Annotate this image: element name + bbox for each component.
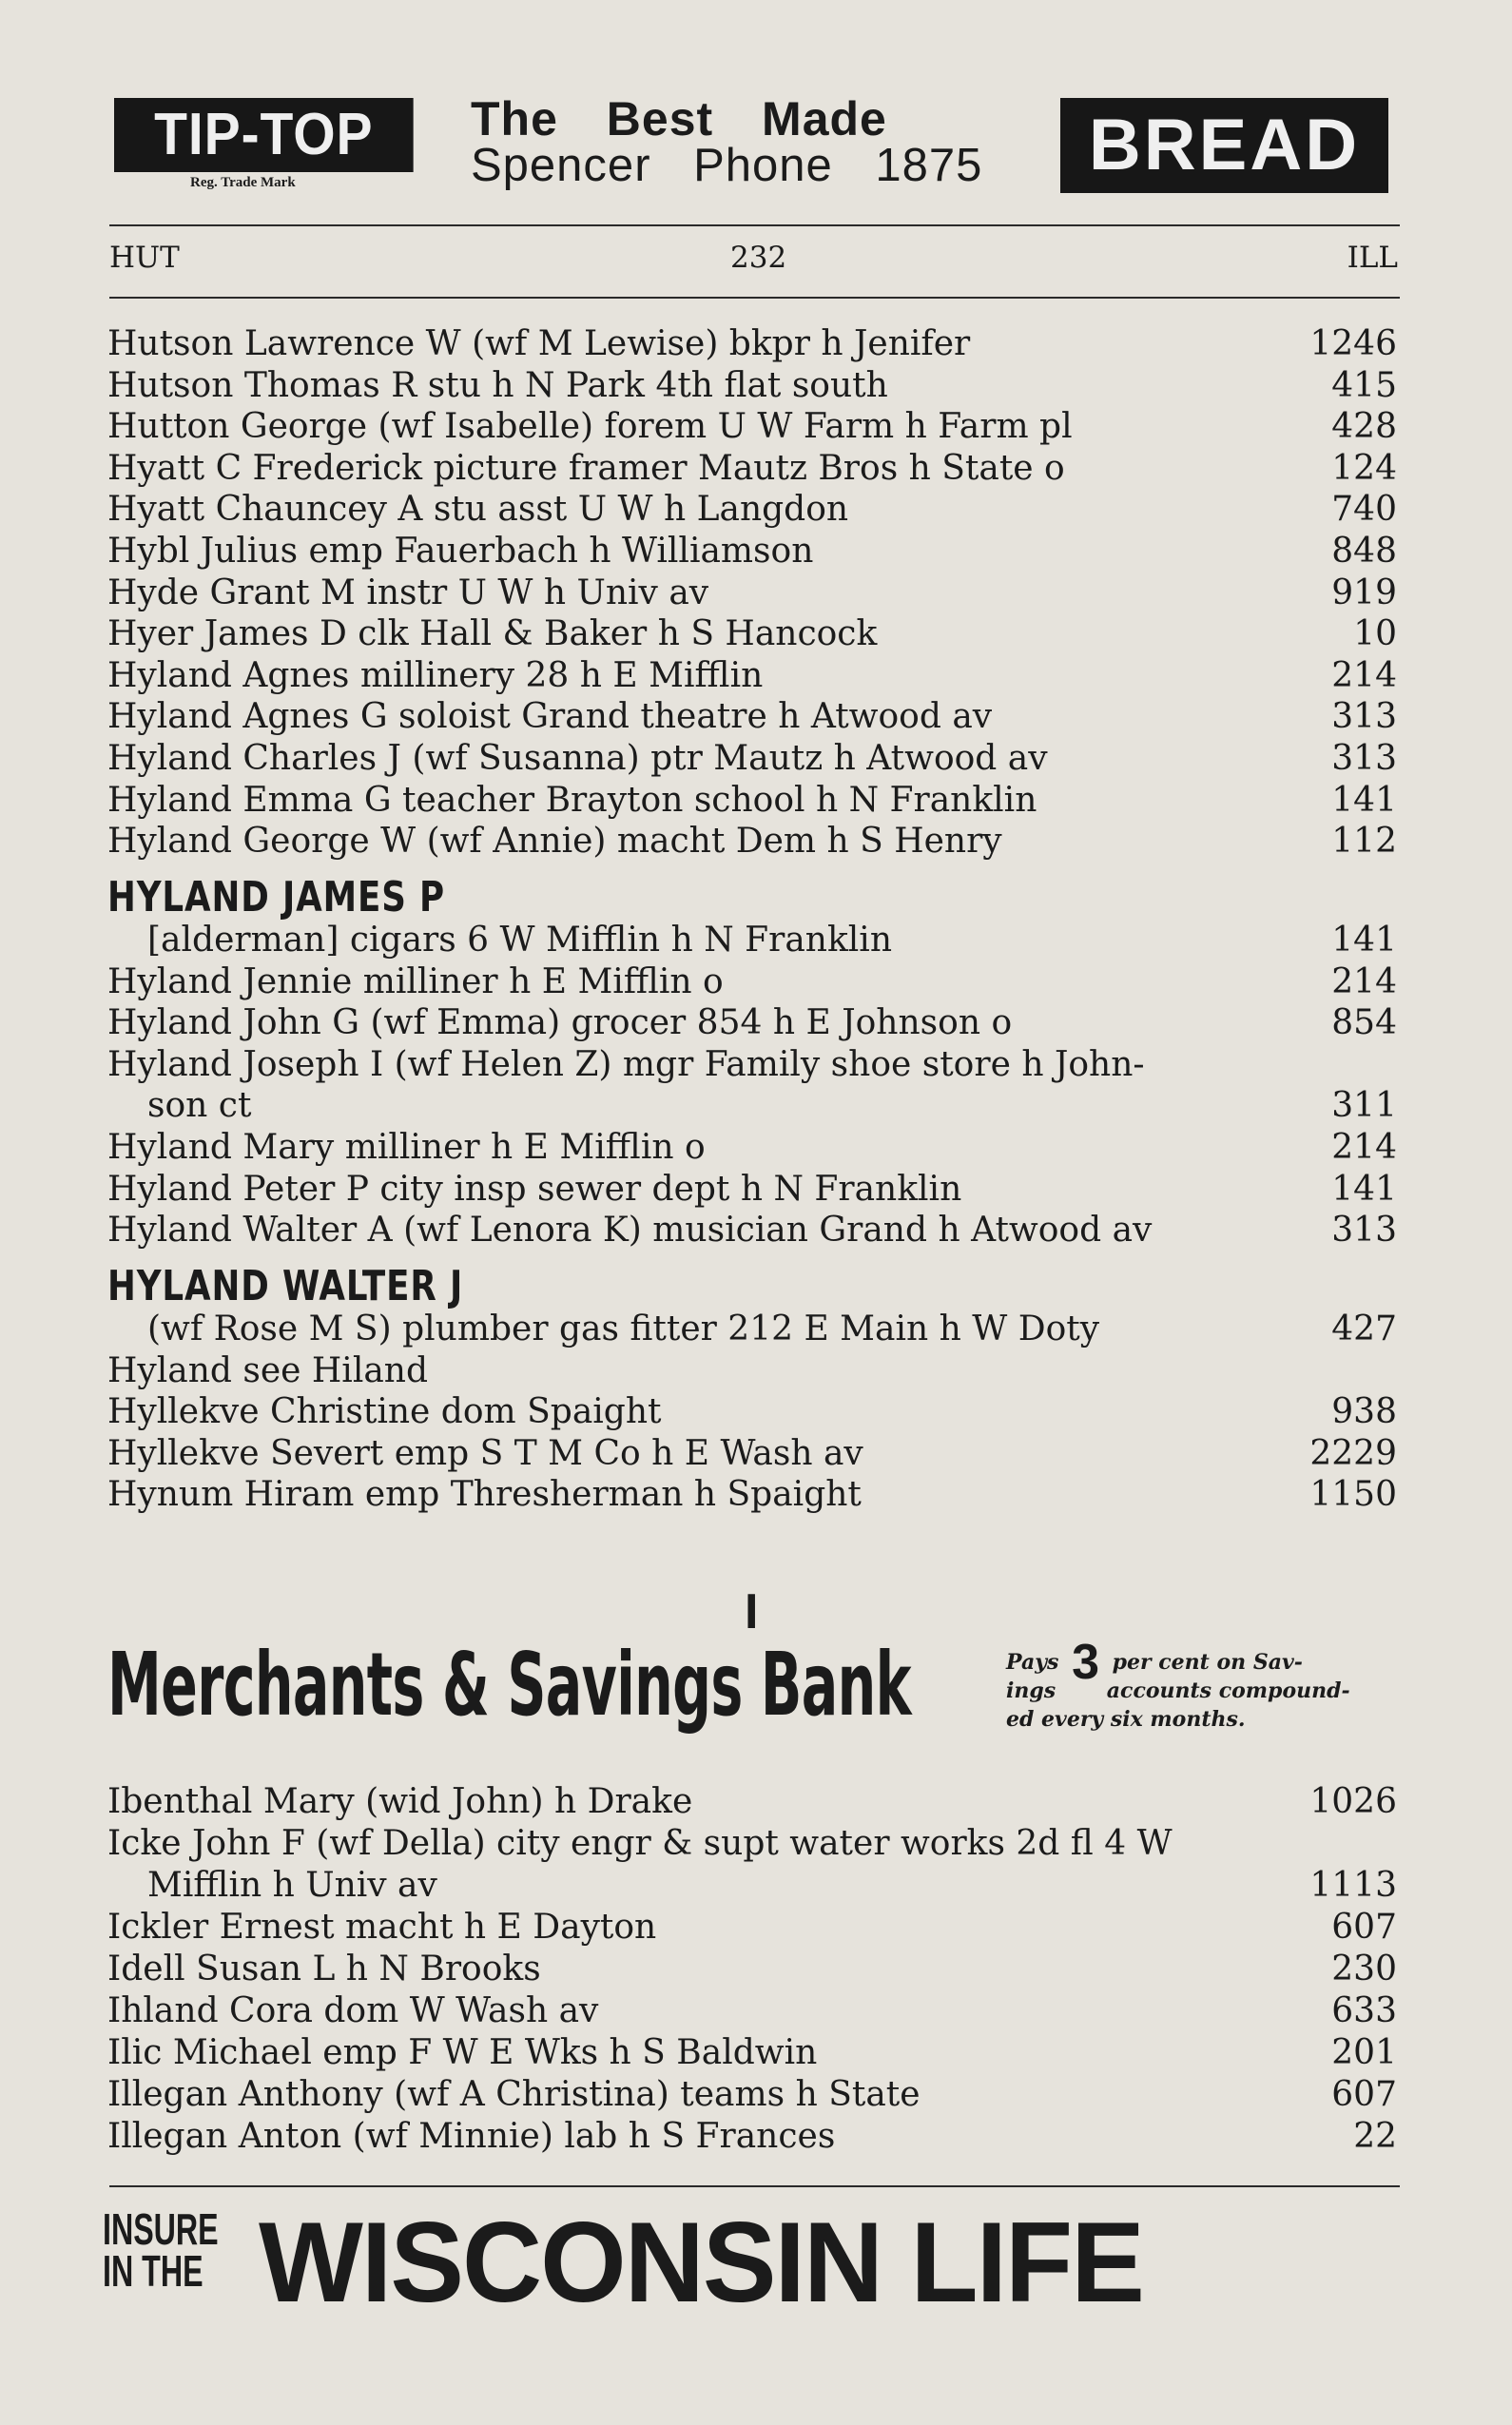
entry-phone: 141 [1331,1169,1397,1209]
entry-text: Hyatt C Frederick picture framer Mautz Bros h State o [107,448,1065,488]
entry-phone: 214 [1331,1128,1397,1167]
entry-text: Hyer James D clk Hall & Baker h S Hancock [107,614,878,654]
bold-heading-walter: HYLAND WALTER J [107,1262,464,1310]
entry-phone: 10 [1353,614,1397,654]
entry-phone: 22 [1353,2117,1397,2156]
footer-rule [109,2185,1400,2187]
entry-text: Hynum Hiram emp Thresherman h Spaight [107,1475,862,1515]
directory-entry [107,323,1397,365]
running-head-right: ILL [1347,241,1398,275]
page-number: 232 [730,241,787,275]
directory-entry [107,489,1397,531]
entry-text: Hyland Mary milliner h E Mifflin o [107,1128,706,1167]
bread-logo: BREAD [1060,98,1388,193]
directory-entry [107,1169,1397,1211]
entry-text: Ihland Cora dom W Wash av [107,1991,599,2030]
entry-text: Hyland Agnes millinery 28 h E Mifflin [107,655,764,695]
directory-entry [107,1127,1397,1169]
bank-ad-terms [1006,1635,1401,1734]
directory-entry [107,2116,1397,2158]
header-rule-top [109,224,1400,226]
directory-entry [107,365,1397,407]
entry-text: Hyland Jennie milliner h E Mifflin o [107,961,724,1001]
wisconsin-life-logo: WISCONSIN LIFE [259,2199,1143,2326]
directory-entry [107,821,1397,863]
entry-text: Ilic Michael emp F W E Wks h S Baldwin [107,2033,818,2072]
directory-entry [107,1907,1397,1949]
entry-phone: 919 [1331,572,1397,612]
entry-phone: 1113 [1309,1866,1397,1905]
entry-text: Hutson Lawrence W (wf M Lewise) bkpr h Jenifer [107,324,971,363]
entry-phone: 313 [1331,697,1397,737]
bank-ad-name: Merchants & Savings Bank [107,1634,911,1736]
directory-entry [107,655,1397,697]
pays-line-1: per cent on Sav- [1112,1650,1303,1675]
directory-entry [107,920,1397,961]
entry-text: Illegan Anthony (wf A Christina) teams h State [107,2075,921,2114]
directory-entry [107,448,1397,490]
directory-entry [107,1350,1397,1392]
entry-phone: 633 [1331,1991,1397,2030]
entry-text: Hyland Agnes G soloist Grand theatre h Atwood av [107,697,993,737]
entry-phone: 1026 [1309,1782,1397,1821]
entry-phone: 141 [1331,921,1397,960]
directory-entry [107,961,1397,1003]
entry-text: (wf Rose M S) plumber gas fitter 212 E Main h W Doty [147,1310,1100,1348]
rate-number: 3 [1072,1635,1099,1690]
entry-text: Hyllekve Severt emp S T M Co h E Wash av [107,1433,863,1473]
entry-text: Hyatt Chauncey A stu asst U W h Langdon [107,490,849,530]
entry-phone: 938 [1331,1392,1397,1432]
entry-phone: 214 [1331,655,1397,695]
trademark-note: Reg. Trade Mark [190,175,296,190]
entry-phone: 112 [1331,822,1397,862]
entry-text: Hutson Thomas R stu h N Park 4th flat south [107,365,888,405]
directory-entry [107,1949,1397,1990]
entry-text: son ct [147,1086,252,1126]
entry-text: [alderman] cigars 6 W Mifflin h N Franklin [147,921,892,960]
entry-text: Mifflin h Univ av [147,1866,437,1905]
directory-entry [107,1474,1397,1516]
entry-phone: 607 [1331,1908,1397,1947]
entry-text: Hyland Peter P city insp sewer dept h N Franklin [107,1169,962,1209]
entry-phone: 848 [1331,532,1397,571]
entry-text: Ickler Ernest macht h E Dayton [107,1908,657,1947]
directory-entry [107,531,1397,572]
entry-phone: 740 [1331,490,1397,530]
entry-text: Ibenthal Mary (wid John) h Drake [107,1782,693,1821]
directory-entry [107,2032,1397,2074]
directory-entry [107,1210,1397,1251]
pays-line-2b: accounts compound- [1106,1678,1350,1703]
directory-entry [107,738,1397,780]
entry-text: Illegan Anton (wf Minnie) lab h S Frances [107,2117,836,2156]
entry-text: Hyland John G (wf Emma) grocer 854 h E Johnson o [107,1003,1013,1043]
entry-phone: 854 [1331,1003,1397,1043]
entry-text: Hyland see Hiland [107,1350,429,1390]
directory-entry [107,2074,1397,2116]
directory-entry [107,1044,1397,1086]
directory-entry [107,1309,1397,1350]
directory-entry [107,406,1397,448]
directory-entry [107,572,1397,614]
header-rule-bottom [109,297,1400,299]
entry-phone: 313 [1331,1211,1397,1251]
entry-text: Hyllekve Christine dom Spaight [107,1392,662,1432]
entry-phone: 124 [1331,448,1397,488]
pays-label: Pays [1006,1650,1059,1675]
directory-entry [107,1823,1397,1865]
entry-phone: 428 [1331,407,1397,447]
directory-entry [107,613,1397,655]
pays-line-2a: ings [1006,1678,1056,1703]
entry-phone: 415 [1331,365,1397,405]
in-the-line: IN THE [103,2246,204,2296]
entry-phone: 214 [1331,961,1397,1001]
directory-entry [107,696,1397,738]
bold-heading-james: HYLAND JAMES P [107,873,446,922]
insure-label [103,2204,219,2296]
directory-entry [107,780,1397,822]
pays-line-3: ed every six months. [1006,1707,1246,1732]
entry-phone: 313 [1331,739,1397,778]
entry-text: Hyland Joseph I (wf Helen Z) mgr Family shoe store h John- [107,1044,1145,1084]
directory-entry [107,1865,1397,1907]
directory-entry [107,1391,1397,1433]
entry-phone: 607 [1331,2075,1397,2114]
entry-text: Hyland George W (wf Annie) macht Dem h S Henry [107,822,1002,862]
directory-entry [107,1781,1397,1823]
entry-phone: 141 [1331,780,1397,820]
insure-line: INSURE [103,2204,219,2254]
entry-text: Hutton George (wf Isabelle) forem U W Farm h Farm pl [107,407,1073,447]
running-head-left: HUT [109,241,180,275]
entry-text: Hyland Walter A (wf Lenora K) musician Grand h Atwood av [107,1211,1153,1251]
entry-phone: 230 [1331,1950,1397,1988]
entry-phone: 427 [1331,1310,1397,1348]
entry-phone: 311 [1331,1086,1397,1126]
entry-text: Hyde Grant M instr U W h Univ av [107,572,709,612]
ad-slogan: The Best Made [471,92,887,146]
entry-phone: 1150 [1309,1475,1397,1515]
directory-entry [107,1085,1397,1127]
entry-text: Hyland Charles J (wf Susanna) ptr Mautz h Atwood av [107,739,1048,778]
directory-entry [107,1433,1397,1475]
ad-phone: Spencer Phone 1875 [471,140,983,191]
entry-text: Icke John F (wf Della) city engr & supt water works 2d fl 4 W [107,1824,1173,1863]
entry-text: Hybl Julius emp Fauerbach h Williamson [107,532,814,571]
section-letter: I [745,1584,759,1639]
directory-entry [107,1002,1397,1044]
entry-phone: 2229 [1309,1433,1397,1473]
entry-text: Idell Susan L h N Brooks [107,1950,541,1988]
entry-text: Hyland Emma G teacher Brayton school h N Franklin [107,780,1037,820]
directory-entry [107,1990,1397,2032]
tiptop-logo: TIP-TOP [114,98,414,172]
entry-phone: 1246 [1309,324,1397,363]
entry-phone: 201 [1331,2033,1397,2072]
